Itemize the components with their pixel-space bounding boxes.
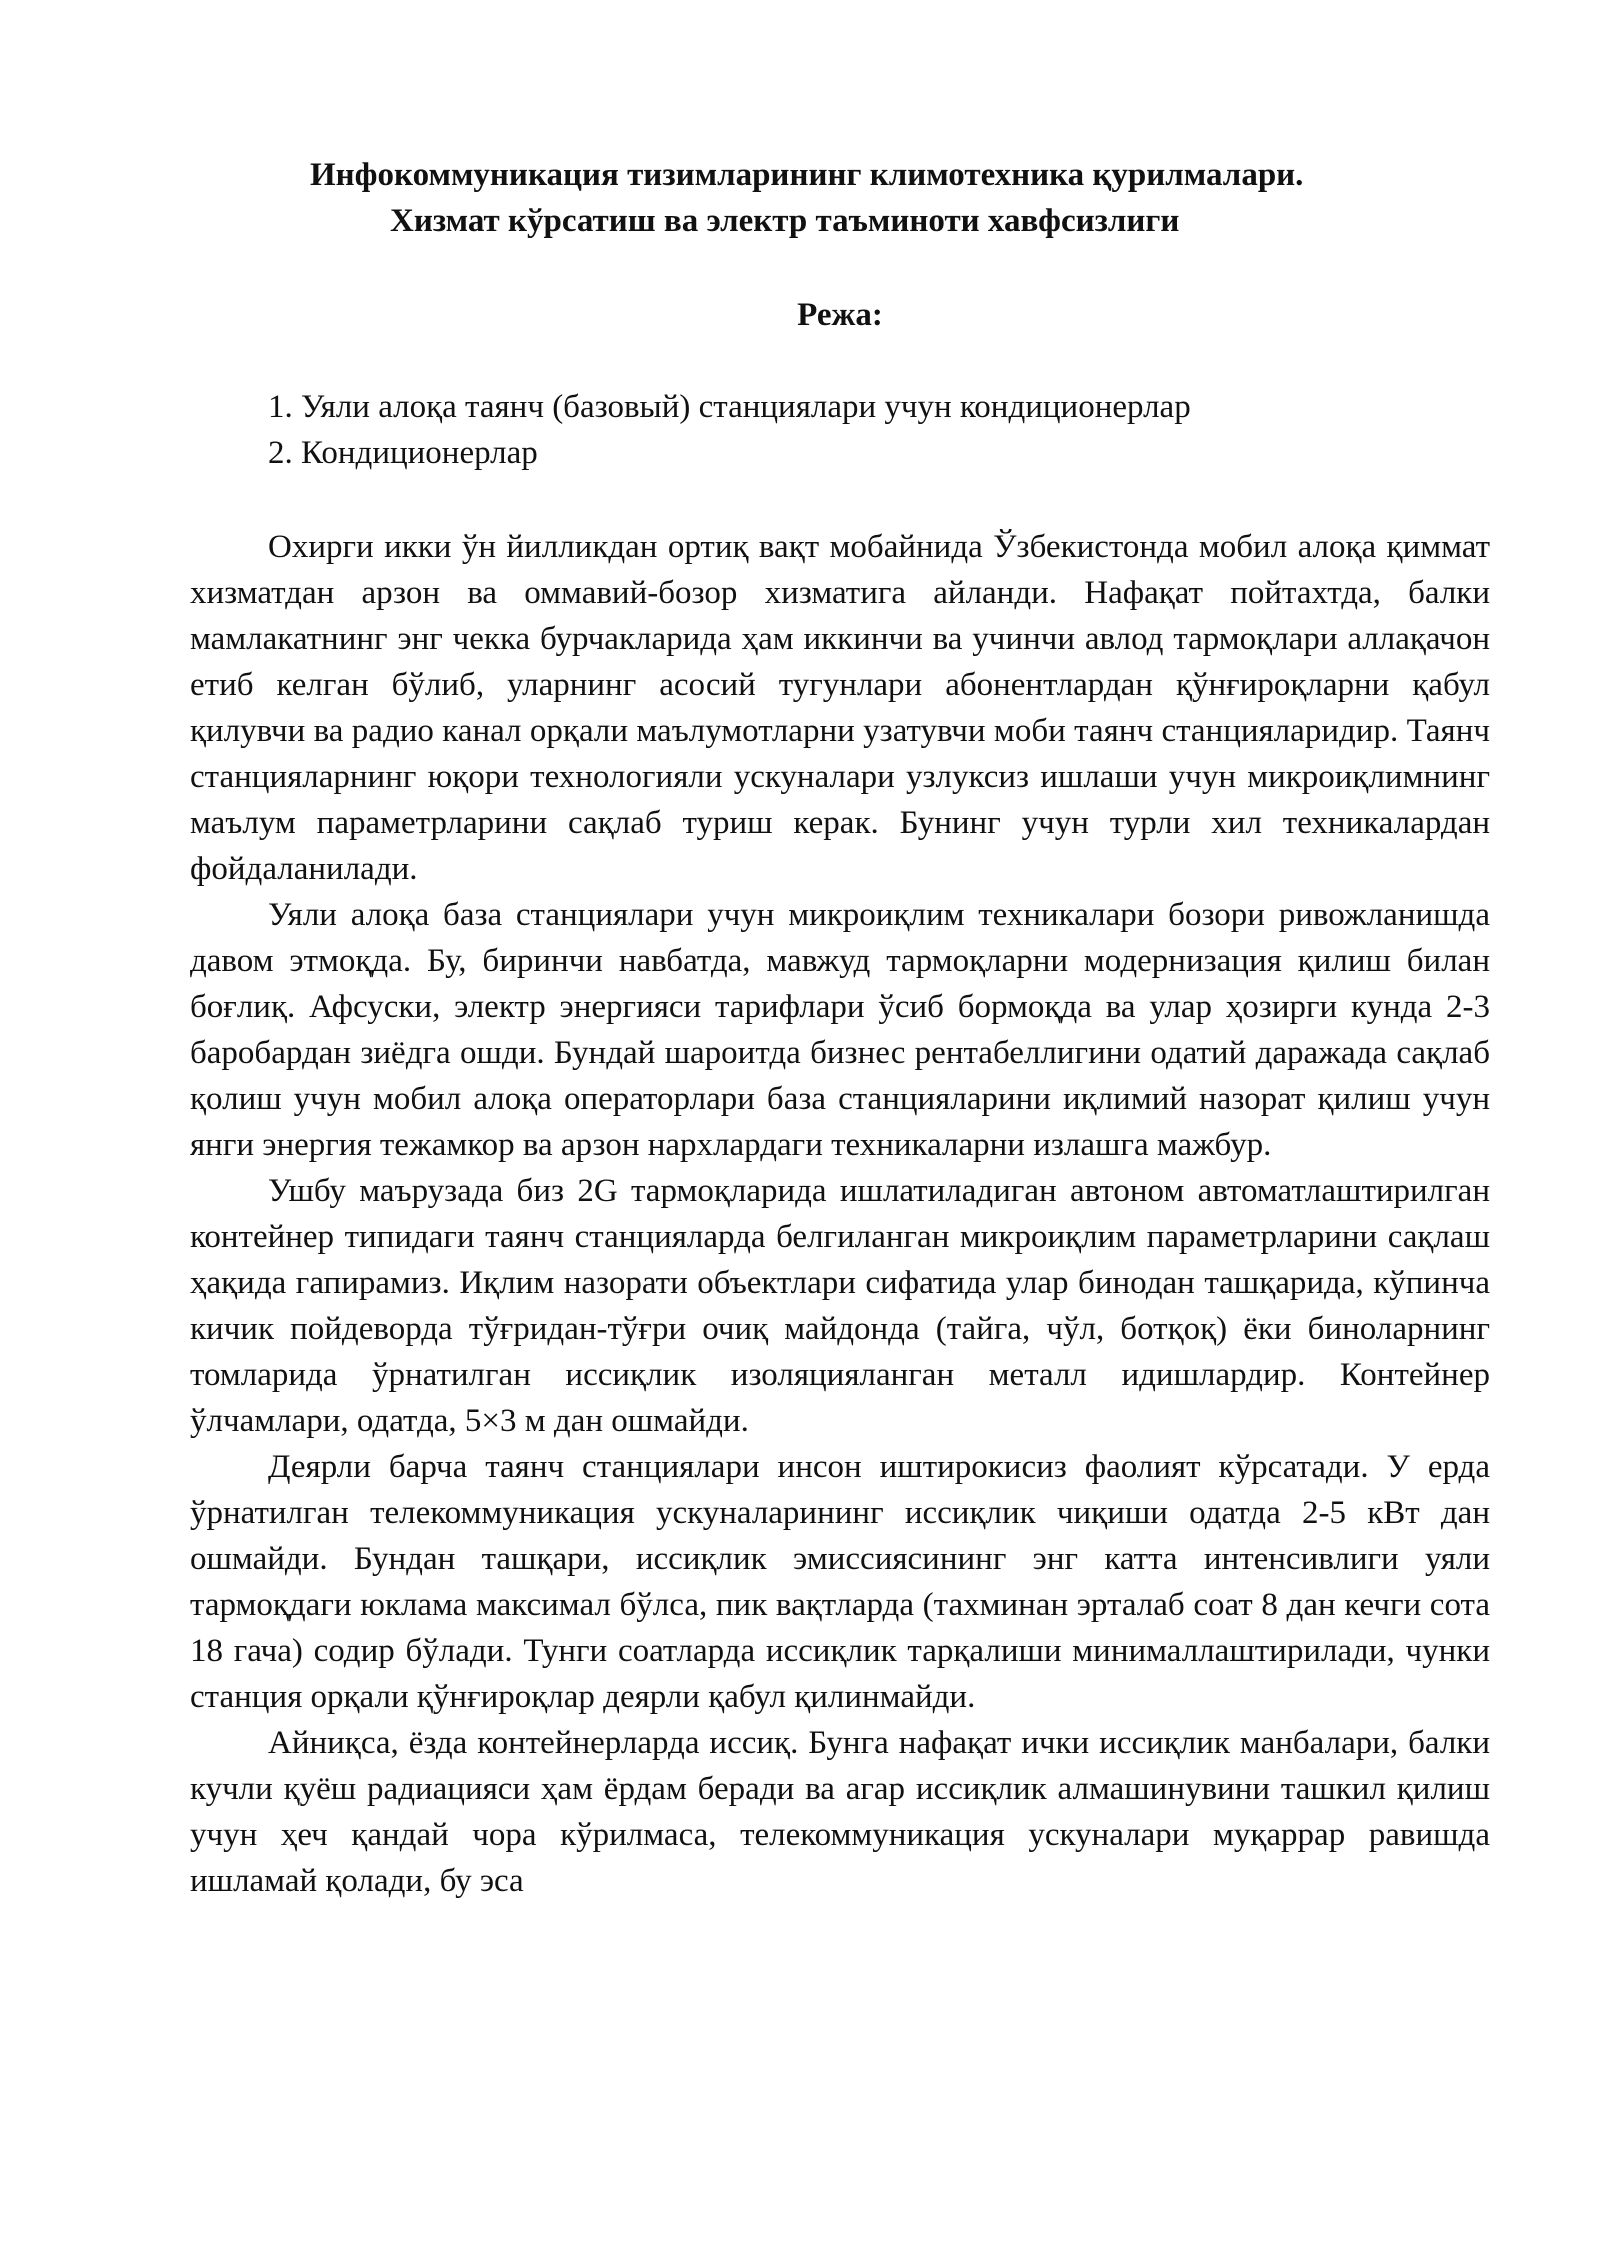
paragraph: Ушбу маърузада биз 2G тармоқларида ишлатиладиган автоном автоматлаштирилган контейнер типидаги таянч станцияларда белгиланган микроиқлим параметрларини сақлаш ҳақида гапирамиз. Иқлим назорати объектлари сифатида улар бинодан ташқарида, кўпинча кичик пойдеворда тўғридан-тўғри очиқ майдонда (тайга, чўл, ботқоқ) ёки биноларнинг томларида ўрнатилган иссиқлик изоляцияланган металл идишлардир. Контейнер ўлчамлари, одатда, 5×3 м дан ошмайди. — [190, 1173, 1490, 1439]
plan-heading: Режа: — [797, 297, 883, 333]
document-title — [190, 152, 1490, 244]
plan-list — [268, 384, 1191, 476]
body-text — [190, 524, 1490, 1904]
title-line-2: Хизмат кўрсатиш ва электр таъминоти хавфсизлиги — [390, 203, 1180, 239]
paragraph: Айниқса, ёзда контейнерларда иссиқ. Бунга нафақат ички иссиқлик манбалари, балки кучли қуёш радиацияси ҳам ёрдам беради ва агар иссиқлик алмашинувини ташкил қилиш учун ҳеч қандай чора кўрилмаса, телекоммуникация ускуналари муқаррар равишда ишламай қолади, бу эса — [190, 1725, 1490, 1899]
plan-item: 1. Уяли алоқа таянч (базовый) станциялари учун кондиционерлар — [268, 389, 1191, 425]
paragraph: Охирги икки ўн йилликдан ортиқ вақт мобайнида Ўзбекистонда мобил алоқа қиммат хизматдан арзон ва оммавий-бозор хизматига айланди. Нафақат пойтахтда, балки мамлакатнинг энг чекка бурчакларида ҳам иккинчи ва учинчи авлод тармоқлари аллақачон етиб келган бўлиб, уларнинг асосий тугунлари абонентлардан қўнғироқларни қабул қилувчи ва радио канал орқали маълумотларни узатувчи моби таянч станцияларидир. Таянч станцияларнинг юқори технологияли ускуналари узлуксиз ишлаши учун микроиқлимнинг маълум параметрларини сақлаб туриш керак. Бунинг учун турли хил техникалардан фойдаланилади. — [190, 529, 1490, 887]
paragraph: Уяли алоқа база станциялари учун микроиқлим техникалари бозори ривожланишда давом этмоқда. Бу, биринчи навбатда, мавжуд тармоқларни модернизация қилиш билан боғлиқ. Афсуски, электр энергияси тарифлари ўсиб бормоқда ва улар ҳозирги кунда 2-3 баробардан зиёдга ошди. Бундай шароитда бизнес рентабеллигини одатий даражада сақлаб қолиш учун мобил алоқа операторлари база станцияларини иқлимий назорат қилиш учун янги энергия тежамкор ва арзон нархлардаги техникаларни излашга мажбур. — [190, 897, 1490, 1163]
paragraph: Деярли барча таянч станциялари инсон иштирокисиз фаолият кўрсатади. У ерда ўрнатилган телекоммуникация ускуналарининг иссиқлик чиқиши одатда 2-5 кВт дан ошмайди. Бундан ташқари, иссиқлик эмиссиясининг энг катта интенсивлиги уяли тармоқдаги юклама максимал бўлса, пик вақтларда (тахминан эрталаб соат 8 дан кечги сота 18 гача) содир бўлади. Тунги соатларда иссиқлик тарқалиши минималлаштирилади, чунки станция орқали қўнғироқлар деярли қабул қилинмайди. — [190, 1449, 1490, 1715]
title-line-1: Инфокоммуникация тизимларининг климотехника қурилмалари. — [310, 157, 1304, 193]
plan-item: 2. Кондиционерлар — [268, 435, 538, 471]
